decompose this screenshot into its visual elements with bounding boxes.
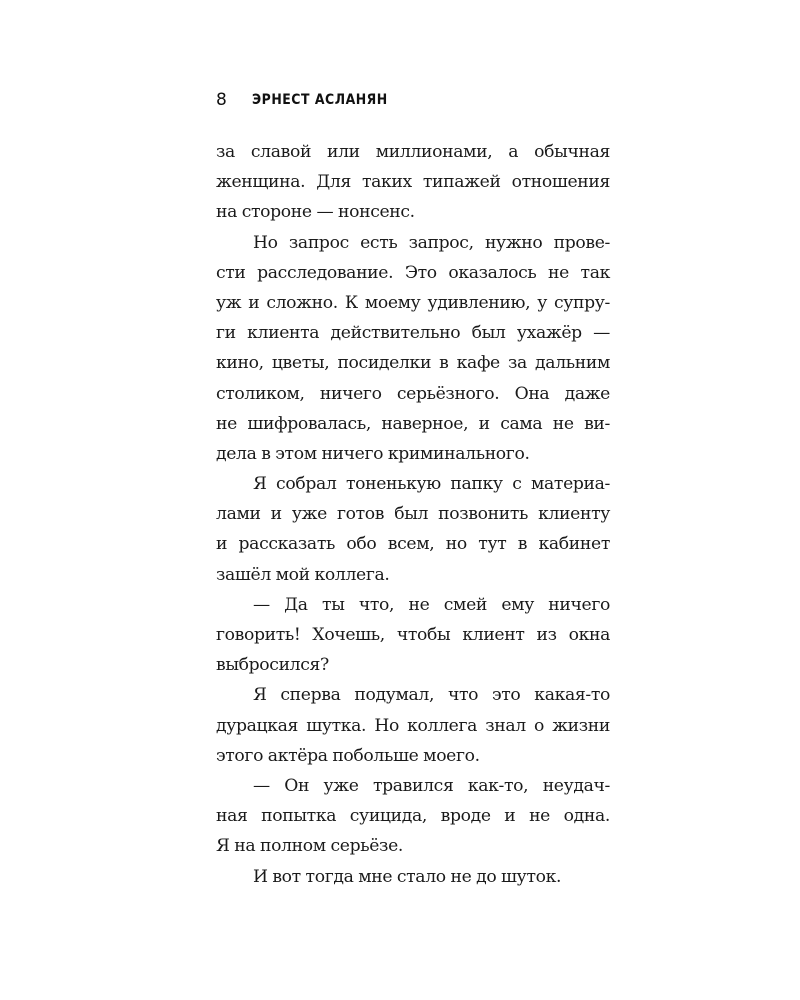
paragraph-first-line: Я сперва подумал, что это какая-то (253, 685, 610, 706)
paragraph-first-line: — Да ты что, не смей ему ничего (253, 594, 610, 615)
paragraph-first-line: Я собрал тоненькую папку с материа- (253, 474, 610, 495)
running-head (216, 88, 616, 112)
text-line: лами и уже готов был позвонить клиенту (216, 504, 610, 525)
text-line: дела в этом ничего криминального. (216, 443, 530, 464)
text-line: ная попытка суицида, вроде и не одна. (216, 806, 610, 827)
text-line: сти расследование. Это оказалось не так (216, 262, 610, 283)
body-text (216, 137, 610, 892)
text-line: уж и сложно. К моему удивлению, у супру- (216, 292, 610, 313)
author-name: ЭРНЕСТ АСЛАНЯН (252, 92, 389, 108)
paragraph-first-line: — Он уже травился как-то, неудач- (253, 775, 610, 796)
paragraph-first-line: Но запрос есть запрос, нужно прове- (253, 232, 610, 253)
text-line: выбросился? (216, 655, 329, 676)
text-line: женщина. Для таких типажей отношения (216, 172, 610, 193)
text-line: этого актёра побольше моего. (216, 745, 480, 766)
text-line: не шифровалась, наверное, и сама не ви- (216, 413, 610, 434)
text-line: за славой или миллионами, а обычная (216, 142, 610, 162)
text-line: говорить! Хочешь, чтобы клиент из окна (216, 625, 610, 645)
text-line: ги клиента действительно был ухажёр — (216, 323, 610, 344)
text-line: дурацкая шутка. Но коллега знал о жизни (216, 715, 610, 736)
text-line: столиком, ничего серьёзного. Она даже (216, 383, 610, 404)
paragraph-first-line: И вот тогда мне стало не до шуток. (253, 866, 562, 887)
text-line: зашёл мой коллега. (216, 564, 390, 585)
text-line: и рассказать обо всем, но тут в кабинет (216, 534, 610, 555)
page-number: 8 (216, 90, 228, 110)
text-line: кино, цветы, посиделки в кафе за дальним (216, 353, 610, 374)
text-line: на стороне — нонсенс. (216, 202, 415, 223)
text-line: Я на полном серьёзе. (216, 836, 404, 857)
